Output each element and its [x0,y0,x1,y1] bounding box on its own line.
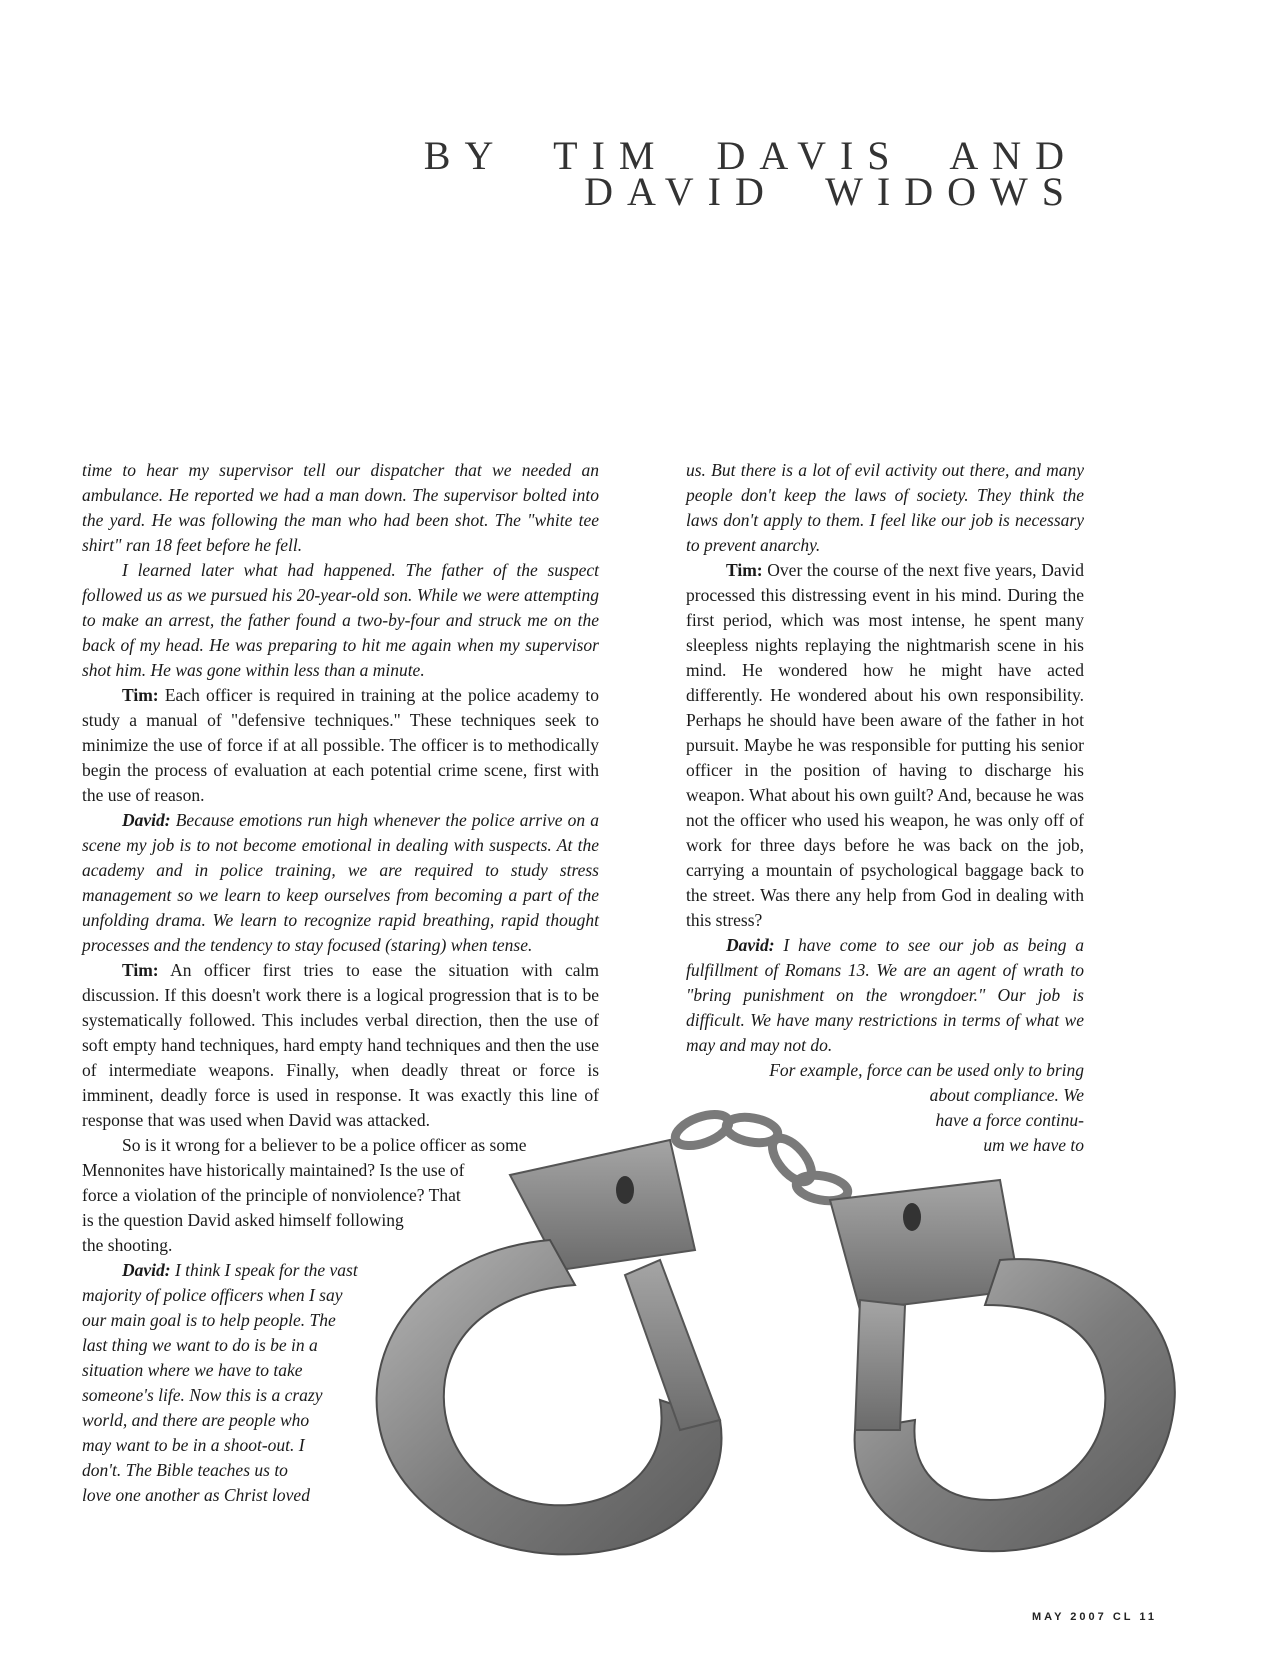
speaker-label: David: [122,810,171,830]
speaker-label: David: [122,1260,171,1280]
paragraph: Tim: Each officer is required in training at the police academy to study a manual of "defensive techniques." These techniques seek to minimize the use of force if at all possible. The officer is to methodically begin the process of evaluation at each potential crime scene, first with the use of reason. [82,685,599,805]
paragraph: time to hear my supervisor tell our dispatcher that we needed an ambulance. He reported we had a man down. The supervisor bolted into the yard. He was following the man who had been shot. The "white tee shirt" ran 18 feet before he fell. [82,460,599,555]
paragraph: David: Because emotions run high whenever the police arrive on a scene my job is to not become emotional in dealing with suspects. At the academy and in police training, we are required to study stress management so we learn to keep ourselves from becoming a part of the unfolding drama. We learn to recognize rapid breathing, rapid thought processes and the tendency to stay focused (staring) when tense. [82,810,599,955]
paragraph: David: I have come to see our job as being a fulfillment of Romans 13. We are an agent of wrath to "bring punishment on the wrongdoer." Our job is difficult. We have many restrictions in terms of what we may and may not do. [686,935,1084,1055]
paragraph: Tim: An officer first tries to ease the situation with calm discussion. If this doesn't work there is a logical progression that is to be systematically followed. This includes verbal direction, then the use of soft empty hand techniques, hard empty hand techniques and then the use of intermediate weapons. Finally, when deadly threat or force is imminent, deadly force is used in response. It was exactly this line of response that was used when David was attacked. [82,960,599,1130]
paragraph: Tim: Over the course of the next five years, David processed this distressing event in his mind. During the first period, which was most intense, he spent many sleepless nights replaying the nightmarish scene in his mind. He wondered how he might have acted differently. He wondered about his own responsibility. Perhaps he should have been aware of the father in hot pursuit. Maybe he was responsible for putting his senior officer in the position of having to discharge his weapon. What about his own guilt? And, because he was not the officer who used his weapon, he was only off of work for three days before he was back on the job, carrying a mountain of psychological baggage back to the street. Was there any help from God in dealing with this stress? [686,560,1084,930]
paragraph: us. But there is a lot of evil activity out there, and many people don't keep the laws of society. They think the laws don't apply to them. I feel like our job is necessary to prevent anarchy. [686,460,1084,555]
byline-line-2: DAVID WIDOWS [584,169,1078,214]
paragraph: I learned later what had happened. The father of the suspect followed us as we pursued his 20-year-old son. While we were attempting to make an arrest, the father found a two-by-four and struck me on the back of my head. He was preparing to hit me again when my supervisor shot him. He was gone within less than a minute. [82,560,599,680]
byline-line-1: BY TIM DAVIS AND [423,133,1078,178]
speaker-label: Tim: [122,685,159,705]
handcuffs-icon [360,1100,1240,1580]
paragraph: For example, force can be used only to bring about compliance. We have a force continu- um we have to [769,1060,1084,1155]
speaker-label: David: [726,935,775,955]
page-folio: MAY 2007 CL 11 [1032,1611,1157,1623]
right-column [686,458,1084,1158]
paragraph: So is it wrong for a believer to be a police officer as some Mennonites have historically maintained? Is the use of force a violation of the principle of nonviolence? That is the question David asked himself following the shooting. [82,1135,527,1255]
paragraph: David: I think I speak for the vast majority of police officers when I say our main goal is to help people. The last thing we want to do is be in a situation where we have to take someone's life. Now this is a crazy world, and there are people who may want to be in a shoot-out. I don't. The Bible teaches us to love one another as Christ loved [82,1260,358,1505]
speaker-label: Tim: [726,560,763,580]
speaker-label: Tim: [122,960,159,980]
